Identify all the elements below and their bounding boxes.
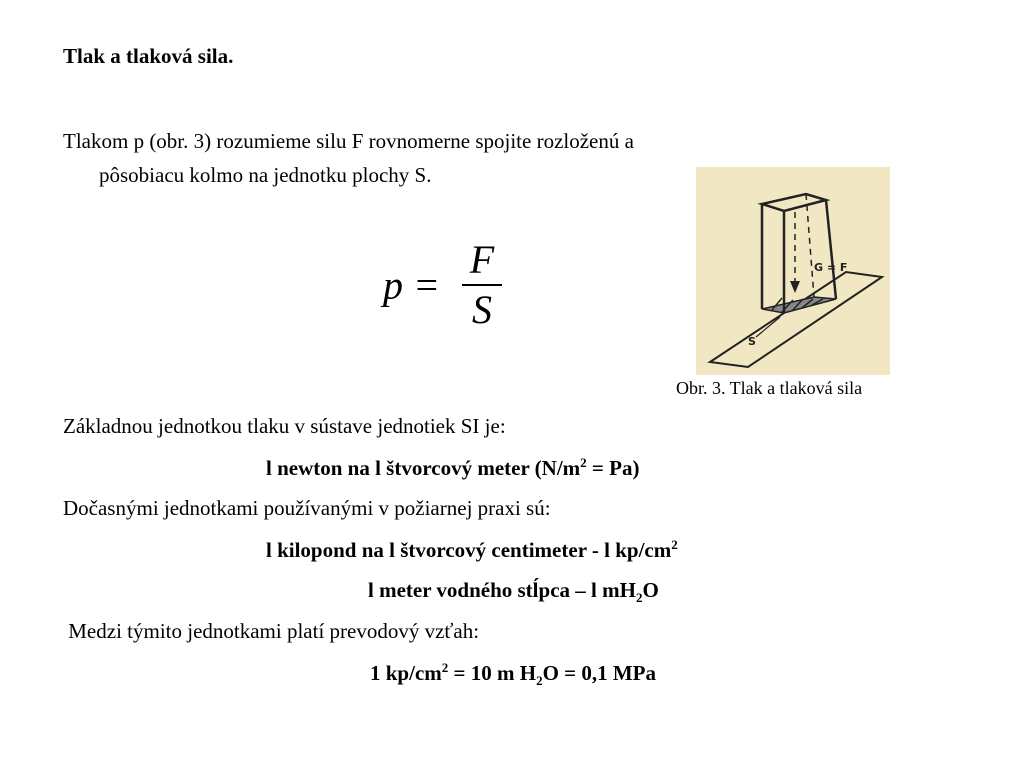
conversion-formula	[370, 660, 656, 689]
si-intro: Základnou jednotkou tlaku v sústave jednotiek SI je:	[63, 414, 506, 438]
si-unit-tail: = Pa)	[586, 456, 640, 480]
fraction-bar	[462, 284, 502, 286]
temp-unit-2-text: l meter vodného stĺpca – l mH	[368, 578, 636, 602]
temp-unit-2	[368, 578, 659, 606]
si-unit-text: l newton na l štvorcový meter (N/m	[266, 456, 581, 480]
conversion-intro: Medzi týmito jednotkami platí prevodový vzťah:	[63, 619, 480, 643]
conversion-part-2: = 10 m H	[448, 661, 537, 685]
conversion-sub: 2	[536, 673, 543, 689]
pressure-illustration	[696, 167, 890, 375]
pressure-formula	[383, 238, 502, 332]
temp-unit-2-tail: O	[642, 578, 659, 602]
pressure-figure	[696, 167, 890, 375]
temp-unit-1-text: l kilopond na l štvorcový centimeter - l kp/cm	[266, 538, 672, 562]
conversion-part-3: O = 0,1 MPa	[542, 661, 657, 685]
force-label: G = F	[814, 261, 848, 274]
area-label: S	[748, 335, 756, 348]
conversion-part-1: 1 kp/cm	[370, 661, 442, 685]
temp-unit-2-sub: 2	[635, 590, 643, 606]
si-unit-sup: 2	[580, 455, 587, 470]
formula-fraction	[462, 238, 502, 332]
formula-numerator: F	[469, 237, 495, 282]
temp-unit-1-sup: 2	[671, 537, 678, 552]
definition-line-1: Tlakom p (obr. 3) rozumieme silu F rovnomerne spojite rozloženú a	[63, 129, 634, 153]
si-unit	[266, 455, 639, 481]
conversion-sup: 2	[441, 660, 449, 675]
formula-lhs: p =	[383, 262, 440, 308]
temp-unit-1	[266, 537, 678, 563]
slide-title: Tlak a tlaková sila.	[63, 44, 234, 68]
formula-denominator: S	[472, 287, 492, 332]
definition-line-2: pôsobiacu kolmo na jednotku plochy S.	[99, 163, 432, 187]
temp-intro: Dočasnými jednotkami používanými v požiarnej praxi sú:	[63, 496, 551, 520]
figure-caption: Obr. 3. Tlak a tlaková sila	[676, 378, 863, 398]
